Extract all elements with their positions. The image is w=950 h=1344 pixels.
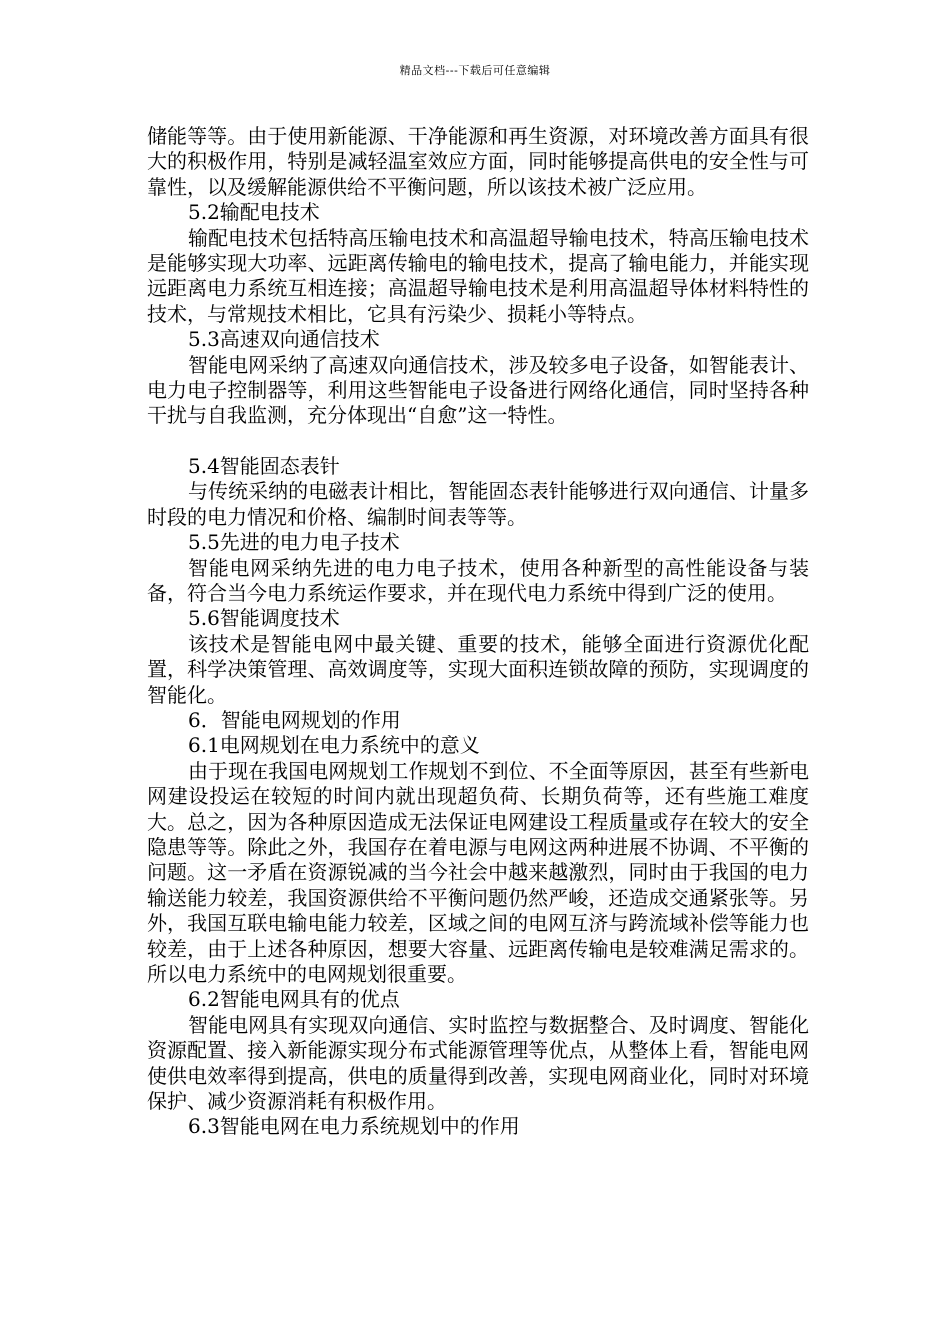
section-heading-5-5: 5.5先进的电力电子技术 xyxy=(188,530,400,555)
section-heading-6: 6．智能电网规划的作用 xyxy=(188,707,401,732)
paragraph: 该技术是智能电网中最关键、重要的技术，能够全面进行资源优化配置，科学决策管理、高效调度等，实现大面积连锁故障的预防，实现调度的智能化。 xyxy=(147,631,809,707)
section-heading-5-6: 5.6智能调度技术 xyxy=(188,606,340,631)
section-heading-5-3: 5.3高速双向通信技术 xyxy=(188,327,380,352)
section-heading-5-2: 5.2输配电技术 xyxy=(188,200,320,225)
section-heading-5-4: 5.4智能固态表针 xyxy=(188,453,340,478)
blank-line xyxy=(147,429,809,454)
section-heading-6-3: 6.3智能电网在电力系统规划中的作用 xyxy=(188,1114,520,1139)
paragraph: 由于现在我国电网规划工作规划不到位、不全面等原因，甚至有些新电网建设投运在较短的时间内就出现超负荷、长期负荷等，还有些施工难度大。总之，因为各种原因造成无法保证电网建设工程质量或存在较大的安全隐患等等。除此之外，我国存在着电源与电网这两种进展不协调、不平衡的问题。这一矛盾在资源锐减的当今社会中越来越激烈，同时由于我国的电力输送能力较差，我国资源供给不平衡问题仍然严峻，还造成交通紧张等。另外，我国互联电输电能力较差，区域之间的电网互济与跨流域补偿等能力也较差，由于上述各种原因，想要大容量、远距离传输电是较难满足需求的。所以电力系统中的电网规划很重要。 xyxy=(147,758,809,986)
paragraph: 储能等等。由于使用新能源、干净能源和再生资源，对环境改善方面具有很大的积极作用，特别是减轻温室效应方面，同时能够提高供电的安全性与可靠性，以及缓解能源供给不平衡问题，所以该技术被广泛应用。 xyxy=(147,124,809,199)
paragraph: 与传统采纳的电磁表计相比，智能固态表针能够进行双向通信、计量多时段的电力情况和价格、编制时间表等等。 xyxy=(147,479,809,529)
paragraph: 智能电网采纳先进的电力电子技术，使用各种新型的高性能设备与装备，符合当今电力系统运作要求，并在现代电力系统中得到广泛的使用。 xyxy=(147,555,809,605)
paragraph: 智能电网采纳了高速双向通信技术，涉及较多电子设备，如智能表计、电力电子控制器等，利用这些智能电子设备进行网络化通信，同时坚持各种干扰与自我监测，充分体现出“自愈”这一特性。 xyxy=(147,352,809,428)
section-heading-6-2: 6.2智能电网具有的优点 xyxy=(188,987,400,1012)
section-heading-6-1: 6.1电网规划在电力系统中的意义 xyxy=(188,733,480,758)
document-body xyxy=(147,124,809,1140)
paragraph: 智能电网具有实现双向通信、实时监控与数据整合、及时调度、智能化资源配置、接入新能源实现分布式能源管理等优点，从整体上看，智能电网使供电效率得到提高，供电的质量得到改善，实现电网商业化，同时对环境保护、减少资源消耗有积极作用。 xyxy=(147,1012,809,1114)
page-header: 精品文档---下载后可任意编辑 xyxy=(399,64,551,77)
paragraph: 输配电技术包括特高压输电技术和高温超导输电技术，特高压输电技术是能够实现大功率、远距离传输电的输电技术，提高了输电能力，并能实现远距离电力系统互相连接；高温超导输电技术是利用高温超导体材料特性的技术，与常规技术相比，它具有污染少、损耗小等特点。 xyxy=(147,225,809,326)
